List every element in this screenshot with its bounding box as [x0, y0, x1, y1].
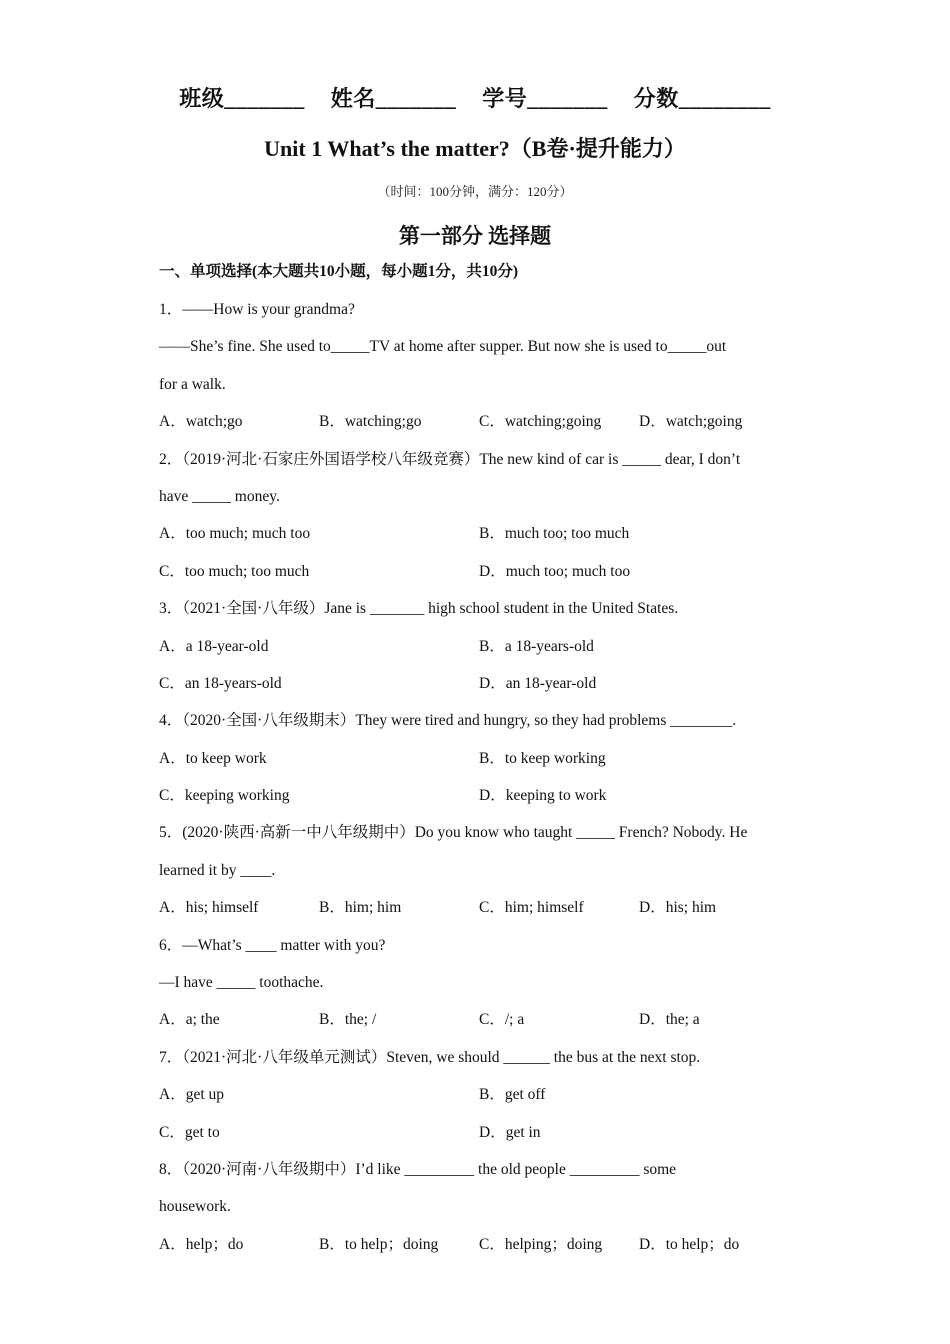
option-c: C．keeping working: [159, 787, 290, 805]
option-a: A．watch;go: [159, 413, 243, 431]
option-b: B．to keep working: [479, 749, 606, 767]
option-b: B．the; /: [319, 1011, 377, 1029]
option-a: A．to keep work: [159, 749, 267, 767]
student-id-field-label: 学号_______: [482, 86, 608, 111]
section-title: 一、单项选择(本大题共10小题，每小题1分，共10分): [159, 263, 519, 280]
question-stem: 4．（2020·全国·八年级期末）They were tired and hungry, so they had problems ________.: [159, 712, 737, 730]
question-options: [159, 411, 799, 448]
option-d: D．keeping to work: [479, 787, 607, 805]
name-field-label: 姓名_______: [330, 86, 457, 111]
option-a: A．a 18-year-old: [159, 637, 269, 655]
part-title: 第一部分 选择题: [398, 224, 552, 248]
question-stem: 6．—What’s ____ matter with you?: [159, 936, 386, 954]
question-stem: housework.: [159, 1198, 231, 1216]
option-a: A．a; the: [159, 1011, 220, 1029]
option-a: A．get up: [159, 1086, 225, 1104]
score-field-label: 分数________: [633, 86, 771, 111]
option-c: C．too much; too much: [159, 562, 310, 580]
option-b: B．watching;go: [319, 413, 422, 431]
class-field-label: 班级_______: [179, 86, 305, 111]
question-options: [159, 523, 799, 560]
option-a: A．help；do: [159, 1235, 244, 1253]
option-d: D．to help；do: [639, 1235, 740, 1253]
option-b: B．a 18-years-old: [479, 637, 594, 655]
option-b: B．to help；doing: [319, 1235, 439, 1253]
question-options: [159, 561, 799, 598]
question-stem: 8．（2020·河南·八年级期中）I’d like _________ the old people _________ some: [159, 1160, 677, 1178]
question-options: [159, 1234, 799, 1271]
question-stem: learned it by ____.: [159, 861, 276, 879]
option-d: D．his; him: [639, 899, 717, 917]
question-options: [159, 1009, 799, 1046]
question-options: [159, 673, 799, 710]
option-c: C．get to: [159, 1123, 220, 1141]
option-b: B．much too; too much: [479, 525, 630, 543]
option-b: B．get off: [479, 1086, 546, 1104]
question-stem: ——She’s fine. She used to_____TV at home after supper. But now she is used to_____out: [159, 338, 727, 356]
option-c: C．watching;going: [479, 413, 602, 431]
option-d: D．get in: [479, 1123, 541, 1141]
question-stem: 2．（2019·河北·石家庄外国语学校八年级竞赛）The new kind of car is _____ dear, I don’t: [159, 450, 741, 468]
exam-subtitle: （时间：100分钟，满分：120分）: [377, 184, 573, 199]
option-c: C．helping；doing: [479, 1235, 603, 1253]
option-c: C．/; a: [479, 1011, 525, 1029]
question-stem: 7．（2021·河北·八年级单元测试）Steven, we should ______ the bus at the next stop.: [159, 1048, 701, 1066]
question-stem: 3．（2021·全国·八年级）Jane is _______ high school student in the United States.: [159, 600, 679, 618]
question-options: [159, 1122, 799, 1159]
option-c: C．him; himself: [479, 899, 584, 917]
question-stem: —I have _____ toothache.: [159, 974, 324, 992]
question-list: [159, 262, 799, 1271]
question-options: [159, 785, 799, 822]
option-d: D．an 18-year-old: [479, 674, 597, 692]
option-c: C．an 18-years-old: [159, 674, 282, 692]
option-d: D．the; a: [639, 1011, 700, 1029]
question-stem: 1．——How is your grandma?: [159, 301, 355, 318]
question-stem: have _____ money.: [159, 487, 280, 505]
option-d: D．watch;going: [639, 413, 743, 431]
student-info-header: [0, 82, 950, 113]
question-options: [159, 636, 799, 673]
option-a: A．too much; much too: [159, 525, 311, 543]
question-options: [159, 897, 799, 934]
question-stem: 5．(2020·陕西·高新一中八年级期中）Do you know who taught _____ French? Nobody. He: [159, 824, 748, 842]
option-b: B．him; him: [319, 899, 402, 917]
question-stem: for a walk.: [159, 375, 226, 393]
option-d: D．much too; much too: [479, 562, 631, 580]
option-a: A．his; himself: [159, 899, 259, 917]
question-options: [159, 748, 799, 785]
question-options: [159, 1084, 799, 1121]
exam-title: Unit 1 What’s the matter?（B卷·提升能力）: [264, 136, 686, 161]
